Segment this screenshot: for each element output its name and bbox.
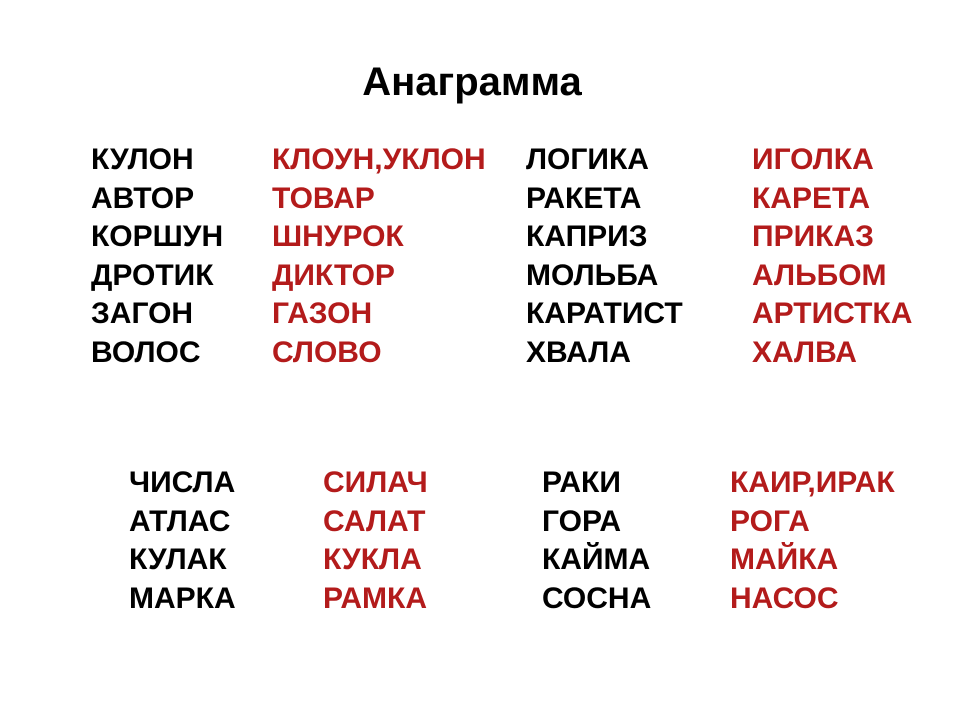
top-left-words-column [91,141,223,372]
anagram: КАРЕТА [752,181,871,215]
word: КАРАТИСТ [526,297,683,330]
anagram: СЛОВО [272,335,382,369]
anagram: ШНУРОК [272,220,404,253]
word: АВТОР [91,181,195,215]
word: КУЛАК [129,543,227,576]
anagram: ПРИКАЗ [752,220,874,253]
word: МАРКА [129,581,236,615]
top-left-anagrams-column [272,141,486,372]
bottom-right-anagrams-column [730,464,895,618]
anagram: КАИР,ИРАК [730,466,895,499]
anagram: КЛОУН,УКЛОН [272,143,486,176]
bottom-right-words-column [542,464,651,618]
word: КАПРИЗ [526,220,648,253]
word: ЛОГИКА [526,143,649,176]
word: ВОЛОС [91,335,201,369]
bottom-left-anagrams-column [323,464,428,618]
word: ЧИСЛА [129,466,236,499]
anagram: ДИКТОР [272,258,395,292]
anagram: ГАЗОН [272,297,373,330]
anagram: АЛЬБОМ [752,258,887,292]
anagram: САЛАТ [323,504,426,538]
anagram: МАЙКА [730,543,839,576]
anagram: СИЛАЧ [323,466,428,499]
anagram: РАМКА [323,581,428,615]
page-title: Анаграмма [362,60,582,104]
word: ЗАГОН [91,297,194,330]
bottom-left-words-column [129,464,236,618]
anagram: ИГОЛКА [752,143,874,176]
top-right-anagrams-column [752,141,912,372]
word: КУЛОН [91,143,194,176]
top-right-words-column [526,141,683,372]
anagram: ТОВАР [272,181,375,215]
word: КАЙМА [542,543,651,576]
anagram: НАСОС [730,581,839,615]
word: ХВАЛА [526,335,631,369]
word: АТЛАС [129,504,231,538]
word: КОРШУН [91,220,224,253]
anagram: ХАЛВА [752,335,857,369]
word: ГОРА [542,504,621,538]
word: РАКЕТА [526,181,642,215]
word: МОЛЬБА [526,258,659,292]
anagram: РОГА [730,504,810,538]
anagram: АРТИСТКА [752,297,913,330]
word: ДРОТИК [91,258,214,292]
word: СОСНА [542,581,652,615]
word: РАКИ [542,466,621,499]
anagram: КУКЛА [323,543,422,576]
